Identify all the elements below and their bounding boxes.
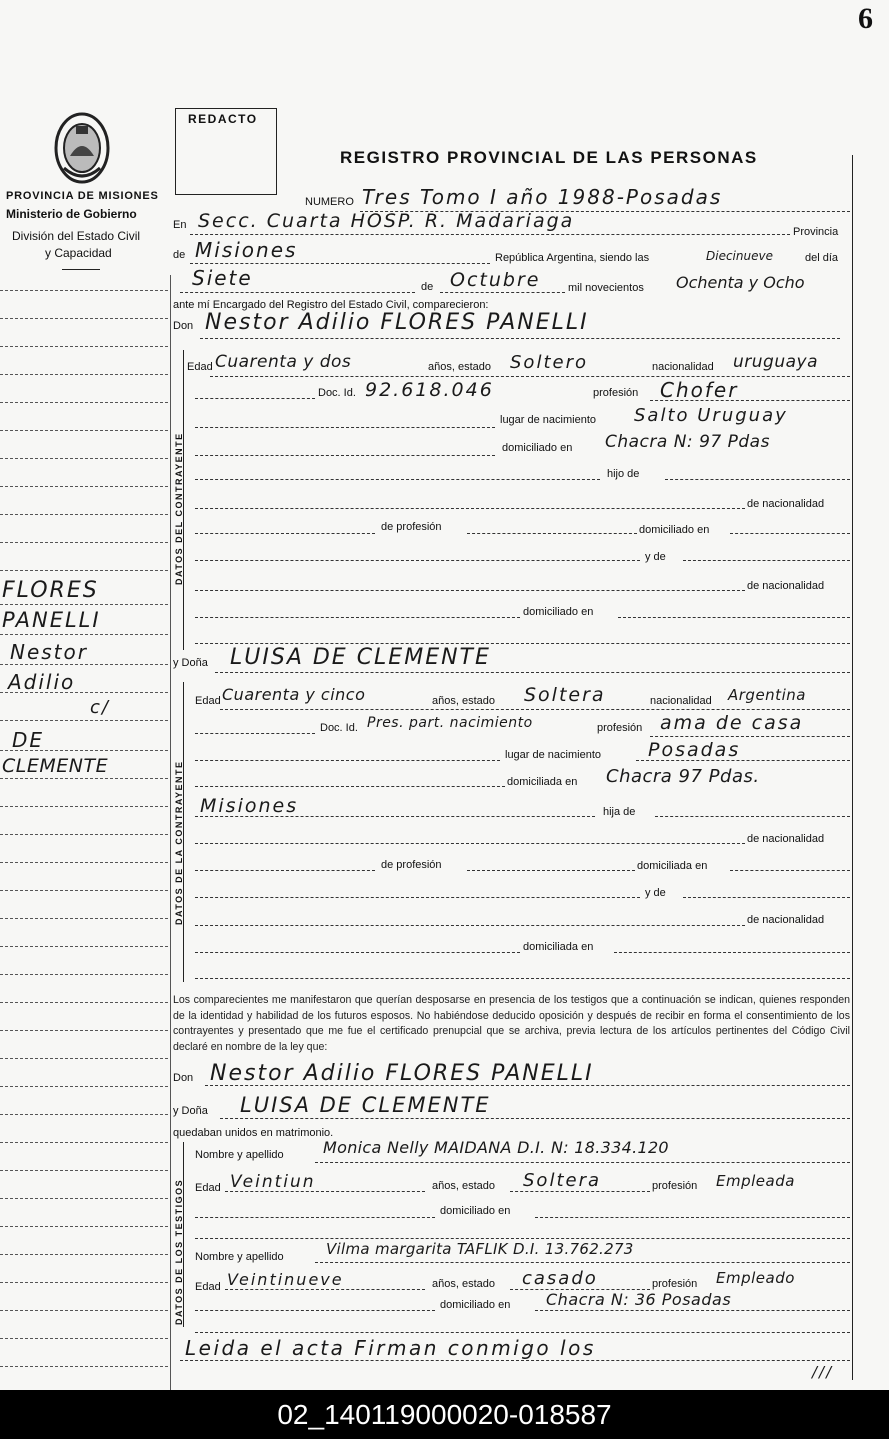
don-value: Nestor Adilio FLORES PANELLI <box>205 310 589 335</box>
margin-note-line-3: Nestor <box>10 640 88 664</box>
margin-note-line-1: FLORES <box>2 578 99 603</box>
t2-profesion-value: Empleado <box>716 1269 795 1287</box>
del-dia-label: del día <box>805 252 839 264</box>
t2-profesion-label: profesión <box>652 1278 698 1290</box>
t1-nombre-value: Monica Nelly MAIDANA D.I. N: 18.334.120 <box>323 1138 669 1157</box>
de2-label: de <box>421 281 434 293</box>
c-domicilio-value: Chacra N: 97 Pdas <box>605 432 770 452</box>
f-profesion-label: profesión <box>597 722 643 734</box>
f-nacionalidad-label: nacionalidad <box>650 695 712 707</box>
de-value: Misiones <box>195 238 298 262</box>
f-profesion-value: ama de casa <box>660 712 804 734</box>
contrayente-f-section-label: DATOS DE LA CONTRAYENTE <box>174 760 184 925</box>
redacto-label: REDACTO <box>188 112 258 126</box>
margin-note-line-6: DE <box>12 728 45 752</box>
c-profesion-value: Chofer <box>660 378 739 402</box>
en-label: En <box>173 219 187 231</box>
c-doc-label: Doc. Id. <box>318 387 356 399</box>
f-de-nacionalidad-label: de nacionalidad <box>747 833 825 845</box>
t2-nombre-label: Nombre y apellido <box>195 1251 284 1263</box>
t1-edad-label: Edad <box>195 1182 221 1194</box>
closing-mark: /// <box>812 1363 834 1381</box>
t1-edad-value: Veintiun <box>230 1172 316 1192</box>
t1-estado-value: Soltera <box>523 1170 602 1191</box>
f-edad-label: Edad <box>195 695 221 707</box>
f-edad-value: Cuarenta y cinco <box>222 685 366 704</box>
f-domicilio-cont: Misiones <box>200 795 299 817</box>
margin-note-line-4: Adilio <box>8 670 76 694</box>
mil-label: mil novecientos <box>568 282 644 294</box>
f-anos-estado-label: años, estado <box>432 695 495 707</box>
anio-value: Ochenta y Ocho <box>676 273 805 292</box>
c-lugar-label: lugar de nacimiento <box>500 414 597 426</box>
c-edad-label: Edad <box>187 361 213 373</box>
f-domiciliada-en-label: domiciliada en <box>637 860 708 872</box>
c-hijo-label: hijo de <box>607 468 640 480</box>
y-dona-label: y Doña <box>173 657 208 669</box>
c-doc-value: 92.618.046 <box>365 379 494 401</box>
t2-estado-value: casado <box>522 1268 598 1289</box>
t1-profesion-label: profesión <box>652 1180 698 1192</box>
f-lugar-value: Posadas <box>648 739 741 761</box>
body-paragraph: Los comparecientes me manifestaron que querían desposarse en presencia de los testigos que a continuación se indican, quienes responden de la identidad y habilidad de los futuros esposos. No habiéndose deducido oposición y después de recibir en forma el consentimiento de los contrayentes y presentado que me fue el certificado prenupcial que se archiva, previa lectura de los artículos pertinentes del Código Civil declaré en nombre de la ley que: <box>173 994 850 1053</box>
de-label: de <box>173 249 186 261</box>
c-de-nacionalidad2-label: de nacionalidad <box>747 580 825 592</box>
f-domiciliada2-label: domiciliada en <box>523 941 594 953</box>
f-y-de-label: y de <box>645 887 666 899</box>
provincial-seal-icon <box>50 108 114 186</box>
ministry-name: Ministerio de Gobierno <box>6 207 137 221</box>
contrayente-section-label: DATOS DEL CONTRAYENTE <box>174 432 184 585</box>
testigos-section-label: DATOS DE LOS TESTIGOS <box>174 1178 184 1325</box>
union-don-value: Nestor Adilio FLORES PANELLI <box>210 1061 594 1086</box>
f-lugar-label: lugar de nacimiento <box>505 749 602 761</box>
dona-value: LUISA DE CLEMENTE <box>230 645 491 670</box>
province-name: PROVINCIA DE MISIONES <box>6 190 159 202</box>
f-de-profesion-label: de profesión <box>381 859 442 871</box>
c-nacionalidad-label: nacionalidad <box>652 361 714 373</box>
c-domiciliado-en-label: domiciliado en <box>639 524 710 536</box>
c-de-profesion-label: de profesión <box>381 521 442 533</box>
t1-anos-label: años, estado <box>432 1180 495 1192</box>
t2-nombre-value: Vilma margarita TAFLIK D.I. 13.762.273 <box>326 1240 634 1258</box>
closing-text: Leida el acta Firman conmigo los <box>185 1336 596 1360</box>
page-title: REGISTRO PROVINCIAL DE LAS PERSONAS <box>340 148 758 167</box>
quedaban-text: quedaban unidos en matrimonio. <box>173 1127 334 1139</box>
t1-profesion-value: Empleada <box>716 1172 795 1190</box>
republica-text: República Argentina, siendo las <box>495 252 650 264</box>
c-estado-value: Soltero <box>510 352 588 373</box>
f-de-nacionalidad2-label: de nacionalidad <box>747 914 825 926</box>
t2-anos-label: años, estado <box>432 1278 495 1290</box>
c-anos-estado-label: años, estado <box>428 361 491 373</box>
redacto-box <box>175 108 277 195</box>
division-line-1: División del Estado Civil <box>12 229 141 243</box>
f-doc-label: Doc. Id. <box>320 722 358 734</box>
f-domiciliada-label: domiciliada en <box>507 776 578 788</box>
don-label: Don <box>173 320 194 332</box>
margin-note-line-5: c/ <box>90 697 110 718</box>
t2-domiciliado-label: domiciliado en <box>440 1299 511 1311</box>
margin-note-line-2: PANELLI <box>2 608 101 632</box>
dia-value: Siete <box>192 266 253 290</box>
f-hija-label: hija de <box>603 806 636 818</box>
c-y-de-label: y de <box>645 551 666 563</box>
union-dona-label: y Doña <box>173 1105 208 1117</box>
t2-edad-value: Veintinueve <box>227 1270 344 1289</box>
ante-text: ante mí Encargado del Registro del Estado Civil, comparecieron: <box>173 299 489 311</box>
c-domiciliado-label: domiciliado en <box>502 442 573 454</box>
t1-domiciliado-label: domiciliado en <box>440 1205 511 1217</box>
c-profesion-label: profesión <box>593 387 639 399</box>
f-nacionalidad-value: Argentina <box>728 686 806 704</box>
c-lugar-value: Salto Uruguay <box>634 405 788 426</box>
margin-note-line-7: CLEMENTE <box>2 755 109 777</box>
numero-value: Tres Tomo I año 1988-Posadas <box>362 185 723 209</box>
t2-edad-label: Edad <box>195 1281 221 1293</box>
f-estado-value: Soltera <box>524 684 606 706</box>
union-dona-value: LUISA DE CLEMENTE <box>240 1093 491 1117</box>
provincia-label: Provincia <box>793 226 839 238</box>
division-line-2: y Capacidad <box>45 246 112 260</box>
c-edad-value: Cuarenta y dos <box>215 352 352 372</box>
document-id-footer: 02_140119000020-018587 <box>0 1390 889 1439</box>
f-domicilio-value: Chacra 97 Pdas. <box>606 766 760 787</box>
t2-domicilio-value: Chacra N: 36 Posadas <box>546 1290 732 1309</box>
numero-label: NUMERO <box>305 196 354 208</box>
union-don-label: Don <box>173 1072 194 1084</box>
c-de-nacionalidad-label: de nacionalidad <box>747 498 825 510</box>
hora-value: Diecinueve <box>706 249 773 263</box>
t1-nombre-label: Nombre y apellido <box>195 1149 284 1161</box>
page-number: 6 <box>858 2 873 35</box>
en-value: Secc. Cuarta HOSP. R. Madariaga <box>198 210 575 232</box>
f-doc-value: Pres. part. nacimiento <box>367 715 533 731</box>
c-nacionalidad-value: uruguaya <box>733 352 818 372</box>
c-domiciliado2-label: domiciliado en <box>523 606 594 618</box>
mes-value: Octubre <box>450 269 541 291</box>
